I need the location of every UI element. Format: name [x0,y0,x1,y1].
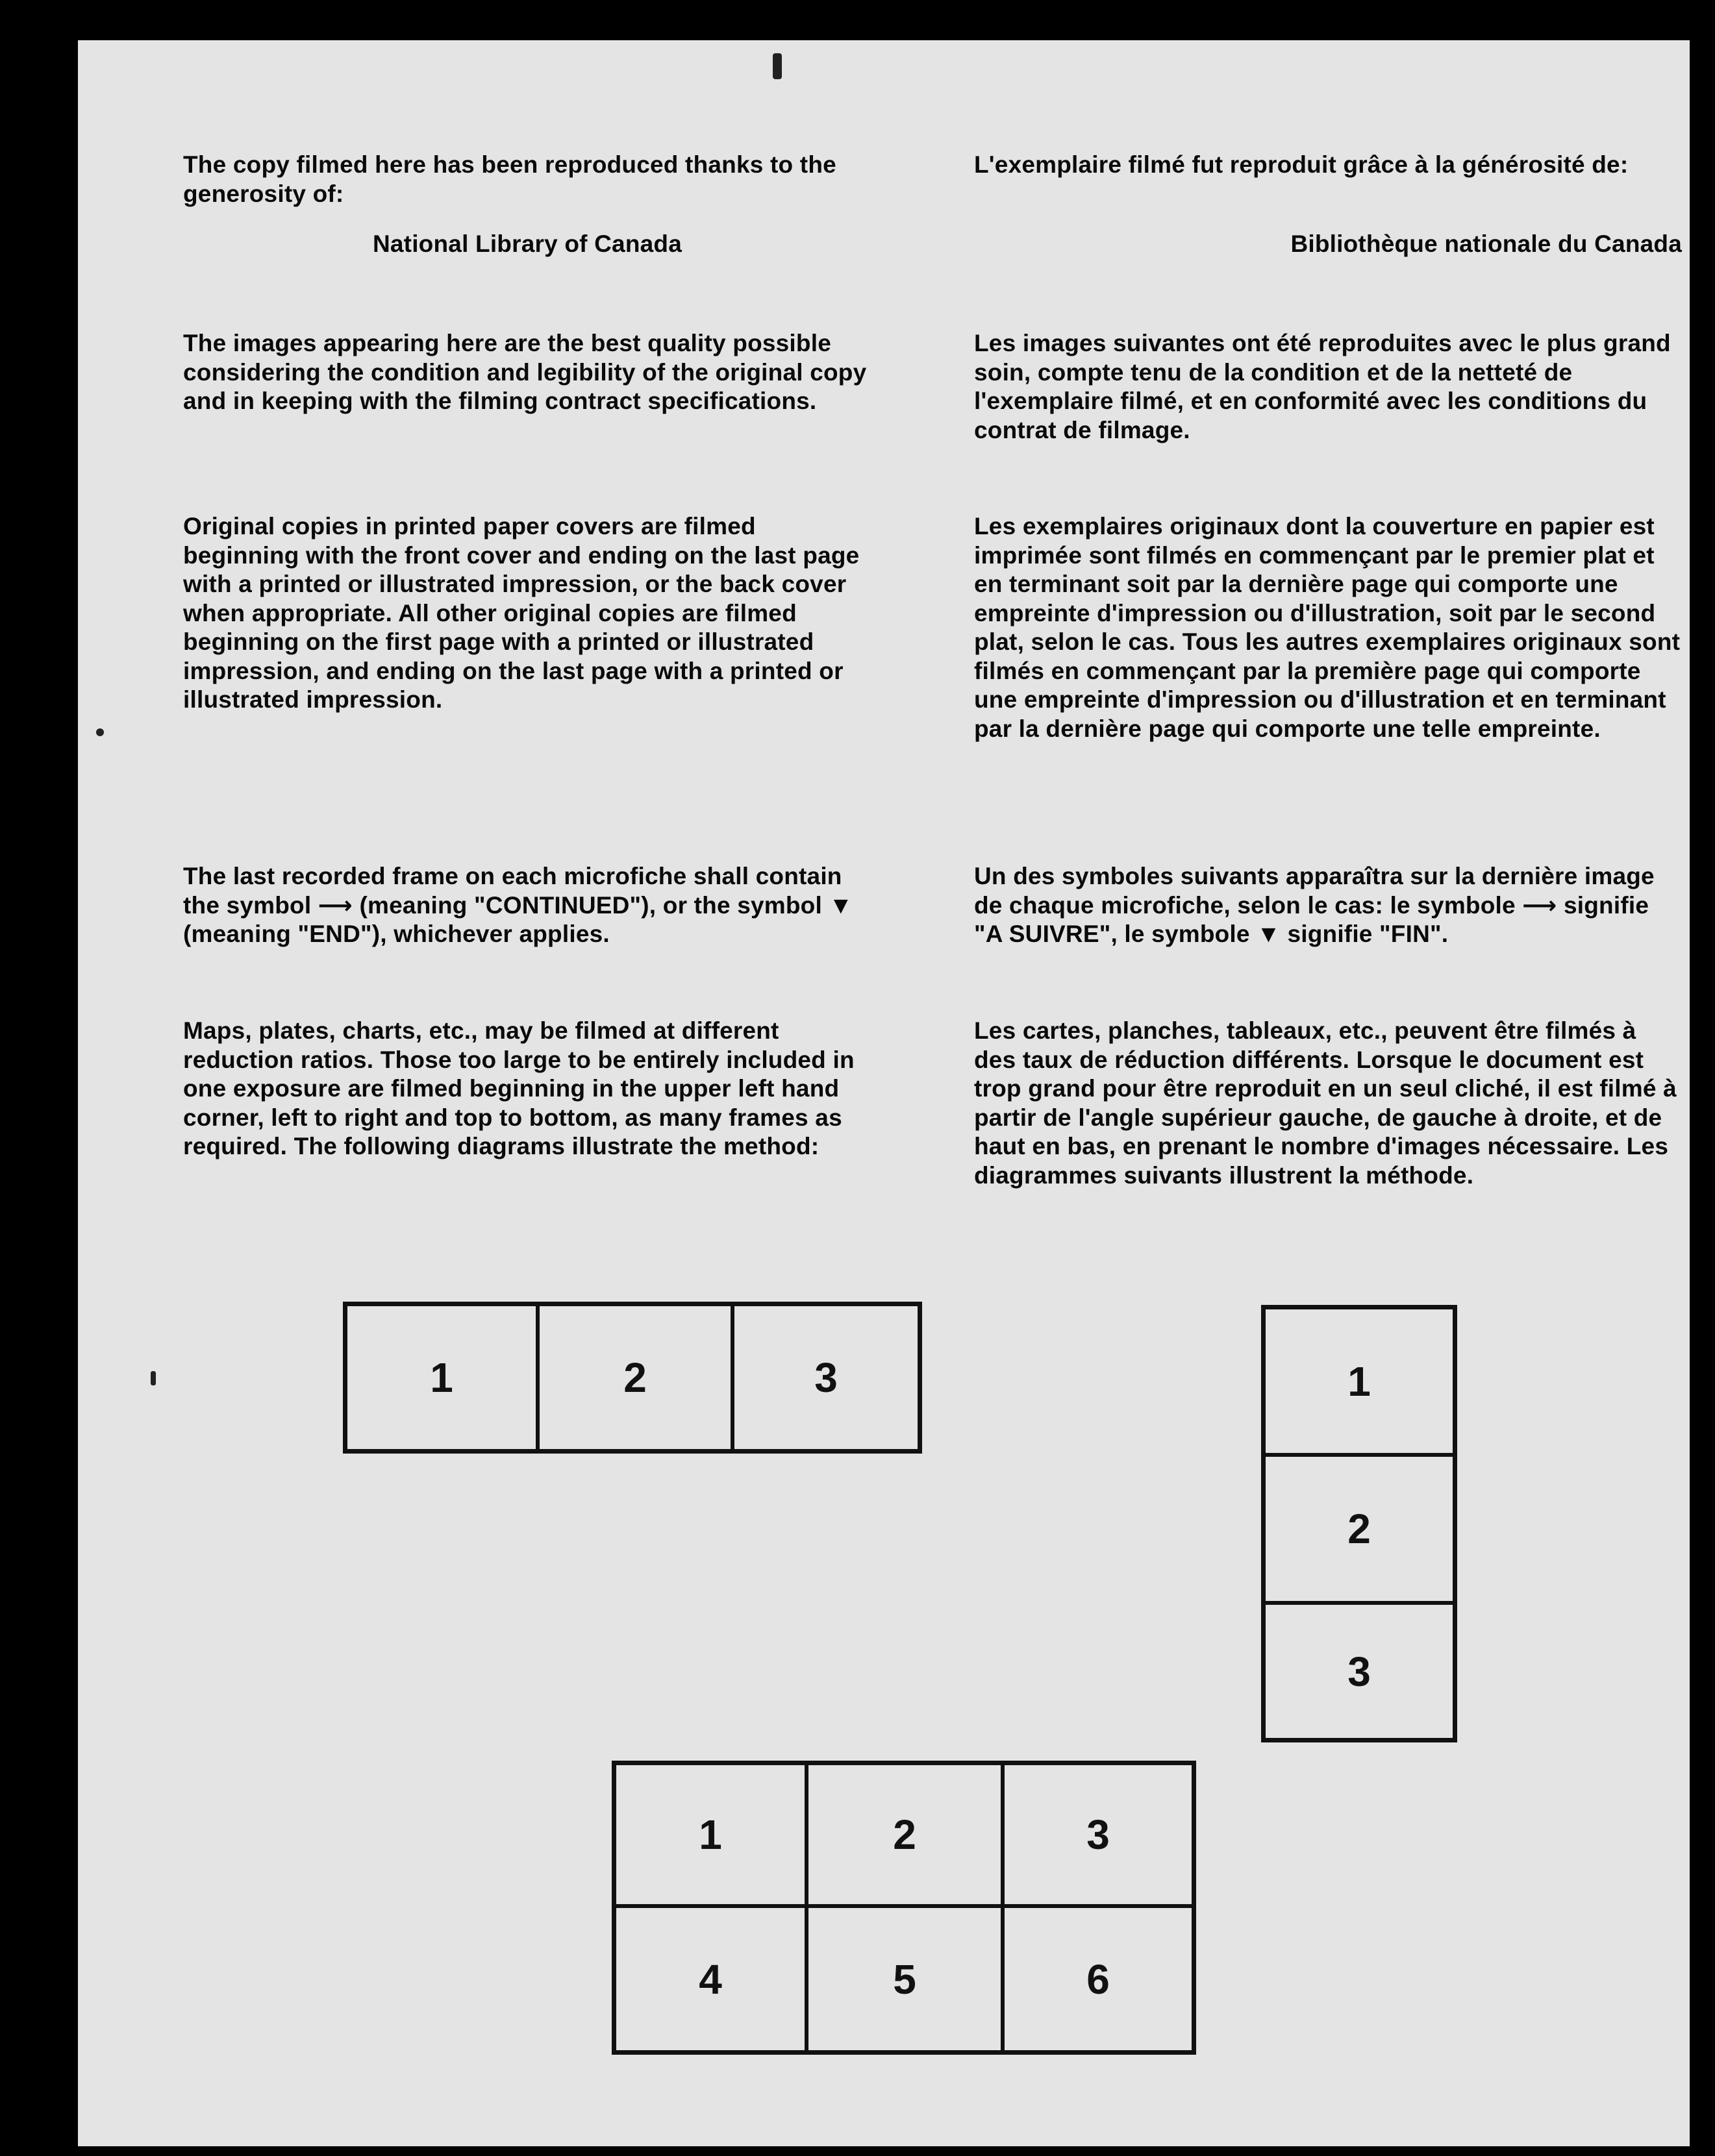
credit-intro-fr [974,151,1682,180]
paragraph-symbols-en [183,862,871,949]
paragraph-text: The images appearing here are the best quality possible considering the condition and legibility of the original copy and in keeping with the filming contract specifications. [183,330,867,414]
scan-speck [773,53,782,79]
paragraph-text: Les cartes, planches, tableaux, etc., peuvent être filmés à des taux de réduction différents. Lorsque le document est trop grand pour être reproduit en un seul cliché, il est filmé à partir de l'angle supérieur gauche, de gauche à droite, et de haut en bas, en prenant le nombre d'images nécessaire. Les diagrammes suivants illustrent la méthode. [974,1017,1677,1189]
diagram-vertical [1261,1305,1457,1742]
library-name-en [183,230,871,259]
diagram-horizontal [343,1302,922,1454]
frame-cell: 1 [699,1811,722,1858]
paragraph-symbols-fr [974,862,1682,949]
paragraph-quality-fr [974,329,1682,445]
filmed-page [78,40,1690,2146]
paragraph-text: Original copies in printed paper covers are filmed beginning with the front cover and ending on the last page with a printed or illustrated impression, or the back cover when appropriate. All other original copies are filmed beginning on the first page with a printed or illustrated impression, and ending on the last page with a printed or illustrated impression. [183,513,860,713]
diagram-grid [612,1761,1196,2055]
paragraph-text: Les exemplaires originaux dont la couverture en papier est imprimée sont filmés en commençant par le premier plat et en terminant soit par la dernière page qui comporte une empreinte d'impression ou d'illustration, soit par le second plat, selon le cas. Tous les autres exemplaires originaux sont filmés en commençant par la première page qui comporte une empreinte d'impression ou d'illustration et en terminant par la dernière page qui comporte une telle empreinte. [974,513,1681,742]
frame-cell: 6 [1086,1955,1110,2003]
frame-cell: 4 [699,1955,722,2003]
frame-cell: 2 [1347,1505,1371,1552]
frame-cell: 3 [1347,1648,1371,1695]
paragraph-text: Maps, plates, charts, etc., may be filmed at different reduction ratios. Those too large to be entirely included in one exposure are filmed beginning in the upper left hand corner, left to right and top to bottom, as many frames as required. The following diagrams illustrate the method: [183,1017,855,1159]
library-name-fr [974,230,1682,259]
scan-speck [151,1371,156,1385]
frame-cell: 2 [623,1354,647,1401]
frame-cell: 1 [430,1354,453,1401]
library-name-text: Bibliothèque nationale du Canada [1290,230,1682,257]
frame-cell: 5 [893,1955,916,2003]
paragraph-text: Un des symboles suivants apparaîtra sur la dernière image de chaque microfiche, selon le cas: le symbole ⟶ signifie "A SUIVRE", le symbole ▼ signifie "FIN". [974,863,1655,947]
paragraph-originals-en [183,512,871,715]
scan-speck [96,728,104,736]
frame-cell: 3 [1086,1811,1110,1858]
paragraph-maps-fr [974,1017,1682,1190]
frame-cell: 3 [814,1354,838,1401]
paragraph-text: The last recorded frame on each microfiche shall contain the symbol ⟶ (meaning "CONTINUED"), or the symbol ▼ (meaning "END"), whichever applies. [183,863,853,947]
credit-intro-en [183,151,871,208]
library-name-text: National Library of Canada [372,230,682,257]
credit-intro-text: L'exemplaire filmé fut reproduit grâce à la générosité de: [974,151,1629,178]
paragraph-quality-en [183,329,871,416]
paragraph-maps-en [183,1017,871,1161]
frame-cell: 1 [1347,1357,1371,1405]
paragraph-originals-fr [974,512,1682,743]
credit-intro-text: The copy filmed here has been reproduced thanks to the generosity of: [183,151,836,207]
frame-cell: 2 [893,1811,916,1858]
paragraph-text: Les images suivantes ont été reproduites avec le plus grand soin, compte tenu de la condition et de la netteté de l'exemplaire filmé, et en conformité avec les conditions du contrat de filmage. [974,330,1671,443]
